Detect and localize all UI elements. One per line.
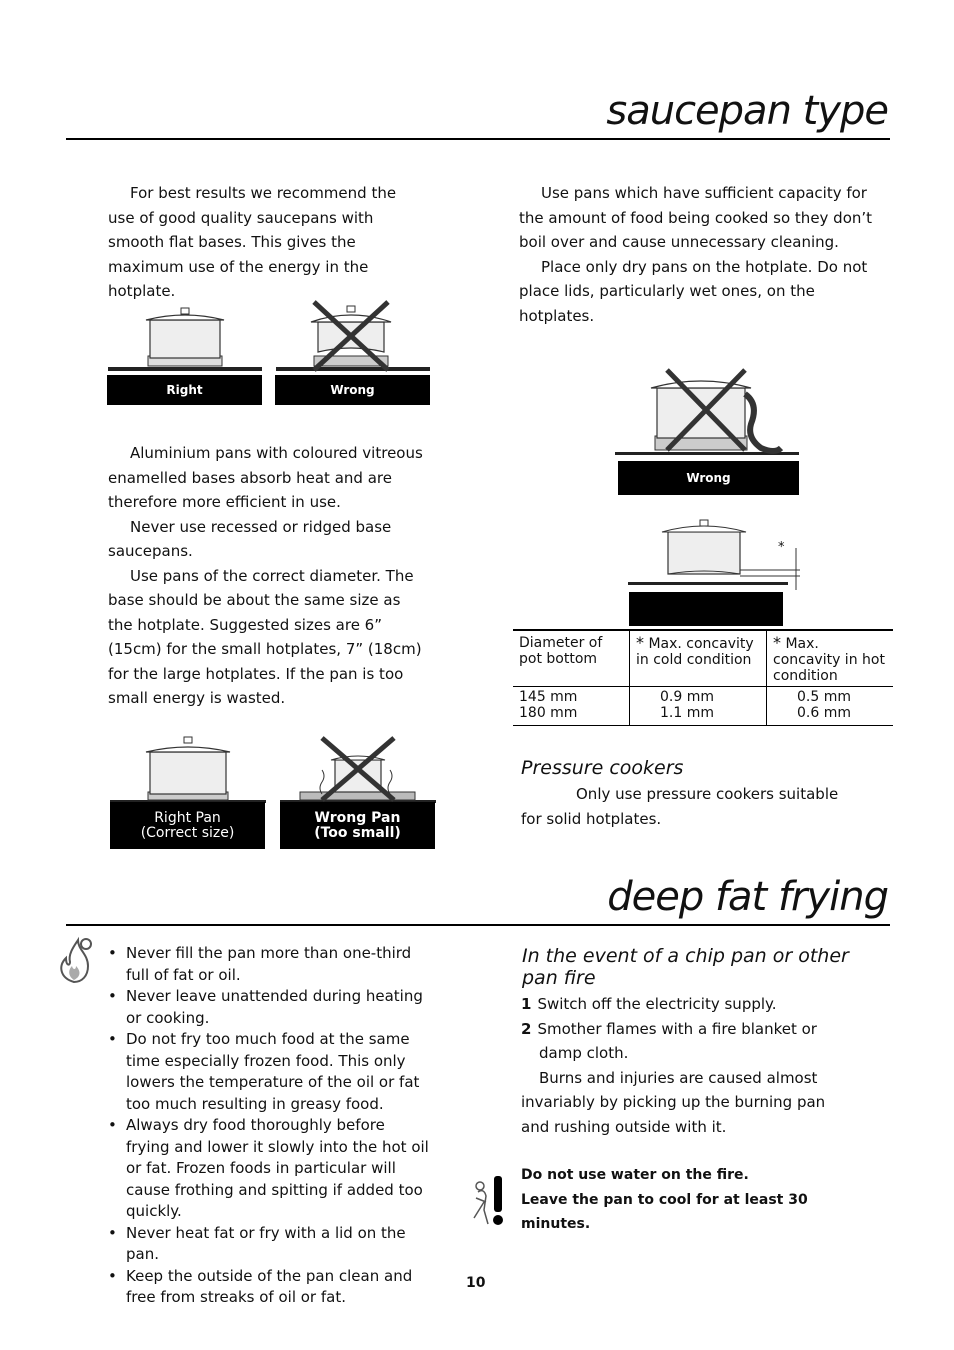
concavity-figure — [628, 518, 808, 628]
section-title-frying: deep fat frying — [607, 874, 888, 920]
table-row: 145 mm 0.9 mm 0.5 mm — [513, 687, 893, 706]
pan-fire-heading: In the event of a chip pan or other pan fire — [522, 945, 849, 989]
list-item: • Never heat fat or fry with a lid on the pan. — [108, 1223, 433, 1266]
too-small-pan-illustration — [280, 738, 436, 803]
list-item: • Do not fry too much food at the same time especially frozen food. This only lowers the temperature of the oil or fat too much resulting in greasy food. — [108, 1029, 433, 1115]
intro-paragraph: For best results we recommend the use of good quality saucepans with smooth flat bases. This gives the maximum use of the energy in the hotplate. — [108, 184, 397, 300]
wrong-pan-illustration — [276, 302, 430, 371]
frying-safety-list — [108, 943, 433, 1309]
boil-over-figure — [615, 366, 801, 458]
frying-title-rule — [66, 924, 890, 926]
correct-size-pan-illustration — [110, 737, 266, 803]
list-item: • Always dry food thoroughly before frying and lower it slowly into the hot oil or fat. Frozen foods in particular will cause frothing and spitting if added too quickly. — [108, 1115, 433, 1223]
fire-hazard-icon — [54, 936, 94, 984]
pan-size-figure — [110, 734, 436, 804]
pressure-cookers-text: Only use pressure cookers suitable for solid hotplates. — [521, 785, 839, 828]
table-row: 180 mm 1.1 mm 0.6 mm — [513, 705, 893, 726]
fire-warning: Do not use water on the fire. Leave the pan to cool for at least 30 minutes. — [521, 1167, 808, 1232]
pressure-cookers-heading: Pressure cookers — [521, 757, 684, 779]
header-cold: * Max. concavity in cold condition — [630, 631, 767, 687]
list-item: • Never fill the pan more than one-third full of fat or oil. — [108, 943, 433, 986]
right-pan-label: Right Pan (Correct size) — [110, 802, 265, 849]
page-number: 10 — [466, 1275, 486, 1291]
wrong-pan-label: Wrong Pan (Too small) — [280, 802, 435, 849]
list-item: • Never leave unattended during heating or cooking. — [108, 986, 433, 1029]
section-title-saucepan: saucepan type — [606, 88, 888, 134]
concavity-table — [513, 631, 893, 726]
concavity-mark: * — [778, 540, 785, 555]
table-header-row — [513, 631, 893, 687]
list-item: • Keep the outside of the pan clean and free from streaks of oil or fat. — [108, 1266, 433, 1309]
warning-icon — [466, 1172, 506, 1228]
pan-guidance-paragraphs: Aluminium pans with coloured vitreous enamelled bases absorb heat and are therefore more efficient in use. Never use recessed or ridged base saucepans. Use pans of the correct diameter. The base should be about the same size as the hotplate. Suggested sizes are 6” (15cm) for the small hotplates, 7” (18cm) for the large hotplates. If the pan is too small energy is wasted. — [108, 444, 423, 707]
title-rule — [66, 138, 890, 140]
capacity-paragraphs: Use pans which have sufficient capacity for the amount of food being cooked so they don’t boil over and cause unnecessary cleaning. Place only dry pans on the hotplate. Do not place lids, particularly wet ones, on the hotplates. — [519, 184, 873, 325]
header-hot: * Max. concavity in hot condition — [773, 633, 885, 684]
right-label: Right — [107, 375, 262, 405]
header-diameter: Diameter of pot bottom — [513, 631, 630, 687]
wrong-label: Wrong — [275, 375, 430, 405]
pan-fire-steps: 1 Switch off the electricity supply. 2 Smother flames with a fire blanket or damp cloth. Burns and injuries are caused almost invariably by picking up the burning pan and rushing outside with it. — [521, 995, 826, 1136]
boil-over-wrong-label: Wrong — [618, 461, 799, 495]
right-pan-illustration — [108, 308, 262, 371]
